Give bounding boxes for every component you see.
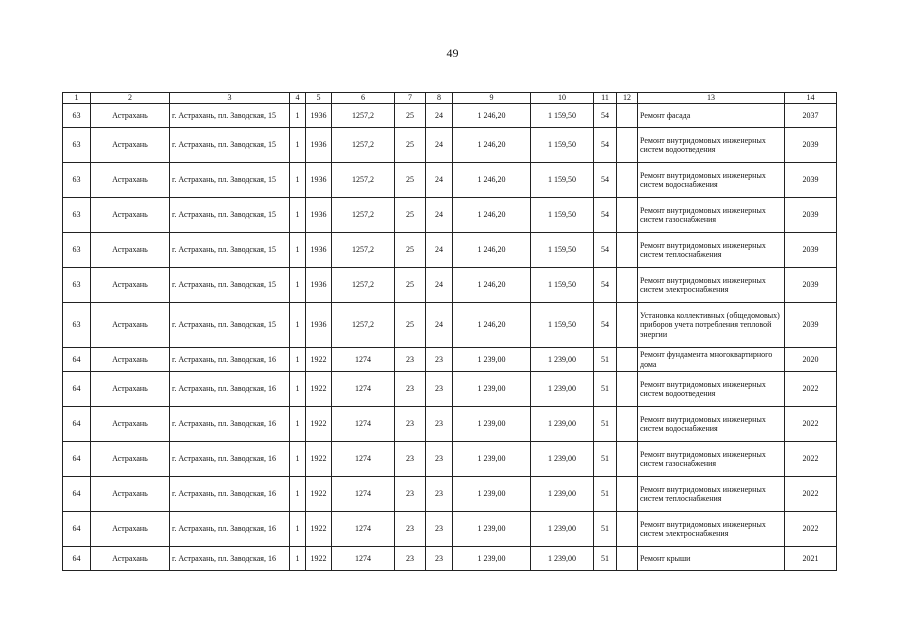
cell-year: 1922	[306, 442, 332, 477]
cell-year: 1922	[306, 372, 332, 407]
cell-address: г. Астрахань, пл. Заводская, 16	[170, 348, 290, 372]
cell-col7: 23	[395, 407, 426, 442]
cell-work-type: Ремонт внутридомовых инженерных систем газоснабжения	[638, 442, 785, 477]
cell-address: г. Астрахань, пл. Заводская, 15	[170, 233, 290, 268]
table-row	[63, 477, 837, 512]
table-header	[63, 93, 837, 104]
cell-col8: 23	[426, 477, 453, 512]
cell-city: Астрахань	[91, 477, 170, 512]
cell-address: г. Астрахань, пл. Заводская, 16	[170, 477, 290, 512]
cell-plan-year: 2022	[785, 442, 837, 477]
col-header-5: 5	[306, 93, 332, 104]
cell-col12	[617, 407, 638, 442]
cell-work-type: Ремонт внутридомовых инженерных систем газоснабжения	[638, 198, 785, 233]
col-header-8: 8	[426, 93, 453, 104]
cell-col9: 1 246,20	[453, 303, 531, 348]
cell-area: 1274	[332, 442, 395, 477]
cell-col9: 1 239,00	[453, 477, 531, 512]
cell-work-type: Установка коллективных (общедомовых) приборов учета потребления тепловой энергии	[638, 303, 785, 348]
col-header-4: 4	[290, 93, 306, 104]
cell-area: 1274	[332, 512, 395, 547]
cell-col4: 1	[290, 547, 306, 571]
cell-col8: 24	[426, 268, 453, 303]
cell-col10: 1 239,00	[531, 477, 594, 512]
cell-year: 1936	[306, 104, 332, 128]
cell-city: Астрахань	[91, 407, 170, 442]
cell-address: г. Астрахань, пл. Заводская, 15	[170, 198, 290, 233]
cell-city: Астрахань	[91, 372, 170, 407]
cell-year: 1922	[306, 477, 332, 512]
cell-city: Астрахань	[91, 163, 170, 198]
cell-plan-year: 2022	[785, 512, 837, 547]
cell-number: 63	[63, 163, 91, 198]
cell-col9: 1 239,00	[453, 407, 531, 442]
table-row	[63, 442, 837, 477]
col-header-12: 12	[617, 93, 638, 104]
cell-year: 1936	[306, 128, 332, 163]
cell-col4: 1	[290, 268, 306, 303]
cell-area: 1257,2	[332, 303, 395, 348]
cell-col7: 23	[395, 512, 426, 547]
cell-work-type: Ремонт крыши	[638, 547, 785, 571]
col-header-7: 7	[395, 93, 426, 104]
cell-col8: 23	[426, 512, 453, 547]
capital-repair-table	[62, 92, 837, 571]
cell-col8: 24	[426, 104, 453, 128]
cell-city: Астрахань	[91, 104, 170, 128]
cell-number: 63	[63, 268, 91, 303]
cell-address: г. Астрахань, пл. Заводская, 16	[170, 442, 290, 477]
col-header-9: 9	[453, 93, 531, 104]
cell-col9: 1 246,20	[453, 268, 531, 303]
cell-area: 1274	[332, 477, 395, 512]
cell-year: 1936	[306, 303, 332, 348]
cell-col10: 1 159,50	[531, 303, 594, 348]
cell-plan-year: 2039	[785, 128, 837, 163]
cell-plan-year: 2022	[785, 407, 837, 442]
cell-plan-year: 2022	[785, 372, 837, 407]
table-row	[63, 104, 837, 128]
cell-col10: 1 159,50	[531, 268, 594, 303]
cell-col12	[617, 268, 638, 303]
cell-col11: 51	[594, 348, 617, 372]
cell-number: 63	[63, 104, 91, 128]
cell-col11: 51	[594, 477, 617, 512]
cell-city: Астрахань	[91, 348, 170, 372]
cell-plan-year: 2037	[785, 104, 837, 128]
cell-plan-year: 2039	[785, 233, 837, 268]
col-header-10: 10	[531, 93, 594, 104]
cell-col8: 24	[426, 303, 453, 348]
cell-col12	[617, 104, 638, 128]
cell-col11: 51	[594, 512, 617, 547]
cell-number: 64	[63, 477, 91, 512]
cell-area: 1257,2	[332, 163, 395, 198]
cell-col4: 1	[290, 348, 306, 372]
cell-area: 1274	[332, 372, 395, 407]
cell-city: Астрахань	[91, 303, 170, 348]
cell-col9: 1 239,00	[453, 348, 531, 372]
cell-work-type: Ремонт внутридомовых инженерных систем водоотведения	[638, 128, 785, 163]
cell-col8: 24	[426, 198, 453, 233]
table-row	[63, 163, 837, 198]
cell-col10: 1 239,00	[531, 512, 594, 547]
cell-work-type: Ремонт внутридомовых инженерных систем водоснабжения	[638, 407, 785, 442]
cell-address: г. Астрахань, пл. Заводская, 15	[170, 104, 290, 128]
table-row	[63, 128, 837, 163]
cell-number: 64	[63, 372, 91, 407]
table-row	[63, 268, 837, 303]
cell-col12	[617, 198, 638, 233]
cell-address: г. Астрахань, пл. Заводская, 15	[170, 163, 290, 198]
cell-area: 1274	[332, 407, 395, 442]
cell-col12	[617, 128, 638, 163]
cell-number: 63	[63, 198, 91, 233]
cell-city: Астрахань	[91, 198, 170, 233]
cell-col11: 51	[594, 442, 617, 477]
cell-col11: 51	[594, 372, 617, 407]
cell-col9: 1 239,00	[453, 372, 531, 407]
cell-col9: 1 239,00	[453, 547, 531, 571]
cell-address: г. Астрахань, пл. Заводская, 15	[170, 303, 290, 348]
cell-col8: 23	[426, 547, 453, 571]
cell-work-type: Ремонт внутридомовых инженерных систем электроснабжения	[638, 512, 785, 547]
cell-col9: 1 246,20	[453, 233, 531, 268]
cell-year: 1936	[306, 198, 332, 233]
cell-area: 1274	[332, 547, 395, 571]
cell-number: 64	[63, 348, 91, 372]
cell-col10: 1 239,00	[531, 348, 594, 372]
table-row	[63, 512, 837, 547]
cell-area: 1257,2	[332, 268, 395, 303]
cell-city: Астрахань	[91, 442, 170, 477]
cell-col9: 1 239,00	[453, 512, 531, 547]
col-header-13: 13	[638, 93, 785, 104]
cell-address: г. Астрахань, пл. Заводская, 16	[170, 547, 290, 571]
cell-col9: 1 246,20	[453, 128, 531, 163]
col-header-14: 14	[785, 93, 837, 104]
table-row	[63, 407, 837, 442]
cell-col4: 1	[290, 104, 306, 128]
cell-col10: 1 239,00	[531, 407, 594, 442]
cell-col11: 54	[594, 268, 617, 303]
cell-col4: 1	[290, 163, 306, 198]
cell-city: Астрахань	[91, 512, 170, 547]
cell-number: 63	[63, 233, 91, 268]
cell-year: 1936	[306, 233, 332, 268]
cell-col11: 54	[594, 233, 617, 268]
col-header-6: 6	[332, 93, 395, 104]
cell-col8: 23	[426, 407, 453, 442]
table-row	[63, 303, 837, 348]
cell-plan-year: 2021	[785, 547, 837, 571]
cell-col12	[617, 303, 638, 348]
cell-plan-year: 2020	[785, 348, 837, 372]
cell-plan-year: 2039	[785, 268, 837, 303]
cell-work-type: Ремонт внутридомовых инженерных систем водоотведения	[638, 372, 785, 407]
cell-col7: 25	[395, 233, 426, 268]
cell-col12	[617, 372, 638, 407]
cell-col7: 23	[395, 477, 426, 512]
cell-col10: 1 159,50	[531, 198, 594, 233]
cell-col4: 1	[290, 303, 306, 348]
cell-col12	[617, 547, 638, 571]
cell-number: 63	[63, 303, 91, 348]
cell-plan-year: 2039	[785, 163, 837, 198]
cell-col12	[617, 477, 638, 512]
cell-col8: 24	[426, 233, 453, 268]
cell-area: 1257,2	[332, 104, 395, 128]
cell-col11: 54	[594, 104, 617, 128]
cell-year: 1936	[306, 163, 332, 198]
table-row	[63, 547, 837, 571]
cell-col10: 1 159,50	[531, 104, 594, 128]
cell-col4: 1	[290, 198, 306, 233]
cell-col7: 25	[395, 268, 426, 303]
cell-number: 64	[63, 407, 91, 442]
cell-year: 1922	[306, 512, 332, 547]
cell-address: г. Астрахань, пл. Заводская, 16	[170, 407, 290, 442]
cell-col7: 23	[395, 348, 426, 372]
cell-city: Астрахань	[91, 547, 170, 571]
table-row	[63, 348, 837, 372]
cell-col10: 1 239,00	[531, 547, 594, 571]
cell-area: 1257,2	[332, 198, 395, 233]
cell-work-type: Ремонт внутридомовых инженерных систем теплоснабжения	[638, 477, 785, 512]
cell-address: г. Астрахань, пл. Заводская, 15	[170, 268, 290, 303]
cell-col7: 23	[395, 372, 426, 407]
cell-col7: 23	[395, 547, 426, 571]
cell-col11: 54	[594, 303, 617, 348]
cell-col12	[617, 163, 638, 198]
cell-year: 1922	[306, 547, 332, 571]
cell-col12	[617, 233, 638, 268]
cell-col7: 23	[395, 442, 426, 477]
col-header-1: 1	[63, 93, 91, 104]
cell-col9: 1 246,20	[453, 163, 531, 198]
cell-number: 64	[63, 442, 91, 477]
cell-plan-year: 2039	[785, 198, 837, 233]
cell-city: Астрахань	[91, 233, 170, 268]
cell-col7: 25	[395, 303, 426, 348]
page-number: 49	[446, 46, 459, 60]
table-body	[63, 104, 837, 571]
cell-col4: 1	[290, 128, 306, 163]
cell-work-type: Ремонт фасада	[638, 104, 785, 128]
cell-col8: 23	[426, 442, 453, 477]
cell-col8: 24	[426, 128, 453, 163]
cell-address: г. Астрахань, пл. Заводская, 15	[170, 128, 290, 163]
cell-plan-year: 2022	[785, 477, 837, 512]
cell-work-type: Ремонт внутридомовых инженерных систем электроснабжения	[638, 268, 785, 303]
cell-col9: 1 239,00	[453, 442, 531, 477]
cell-col7: 25	[395, 128, 426, 163]
cell-city: Астрахань	[91, 268, 170, 303]
cell-col8: 23	[426, 372, 453, 407]
cell-city: Астрахань	[91, 128, 170, 163]
cell-col12	[617, 348, 638, 372]
cell-col9: 1 246,20	[453, 104, 531, 128]
cell-address: г. Астрахань, пл. Заводская, 16	[170, 512, 290, 547]
cell-area: 1257,2	[332, 233, 395, 268]
cell-col11: 54	[594, 128, 617, 163]
cell-area: 1274	[332, 348, 395, 372]
cell-col10: 1 239,00	[531, 442, 594, 477]
cell-col4: 1	[290, 442, 306, 477]
table-row	[63, 198, 837, 233]
col-header-2: 2	[91, 93, 170, 104]
col-header-3: 3	[170, 93, 290, 104]
cell-year: 1936	[306, 268, 332, 303]
table-row	[63, 372, 837, 407]
cell-col11: 54	[594, 163, 617, 198]
cell-work-type: Ремонт внутридомовых инженерных систем водоснабжения	[638, 163, 785, 198]
cell-col11: 51	[594, 547, 617, 571]
cell-col12	[617, 442, 638, 477]
cell-col7: 25	[395, 163, 426, 198]
cell-area: 1257,2	[332, 128, 395, 163]
cell-col8: 24	[426, 163, 453, 198]
cell-col7: 25	[395, 104, 426, 128]
cell-col4: 1	[290, 233, 306, 268]
cell-col10: 1 239,00	[531, 372, 594, 407]
cell-year: 1922	[306, 407, 332, 442]
cell-col12	[617, 512, 638, 547]
cell-col11: 51	[594, 407, 617, 442]
cell-col10: 1 159,50	[531, 233, 594, 268]
cell-col8: 23	[426, 348, 453, 372]
cell-number: 64	[63, 547, 91, 571]
cell-col11: 54	[594, 198, 617, 233]
header-row	[63, 93, 837, 104]
cell-address: г. Астрахань, пл. Заводская, 16	[170, 372, 290, 407]
cell-number: 63	[63, 128, 91, 163]
cell-col4: 1	[290, 407, 306, 442]
cell-year: 1922	[306, 348, 332, 372]
col-header-11: 11	[594, 93, 617, 104]
cell-col4: 1	[290, 372, 306, 407]
cell-col4: 1	[290, 477, 306, 512]
table-row	[63, 233, 837, 268]
cell-number: 64	[63, 512, 91, 547]
cell-col10: 1 159,50	[531, 163, 594, 198]
cell-col4: 1	[290, 512, 306, 547]
cell-work-type: Ремонт внутридомовых инженерных систем теплоснабжения	[638, 233, 785, 268]
cell-col10: 1 159,50	[531, 128, 594, 163]
cell-col7: 25	[395, 198, 426, 233]
cell-col9: 1 246,20	[453, 198, 531, 233]
cell-plan-year: 2039	[785, 303, 837, 348]
cell-work-type: Ремонт фундамента многоквартирного дома	[638, 348, 785, 372]
